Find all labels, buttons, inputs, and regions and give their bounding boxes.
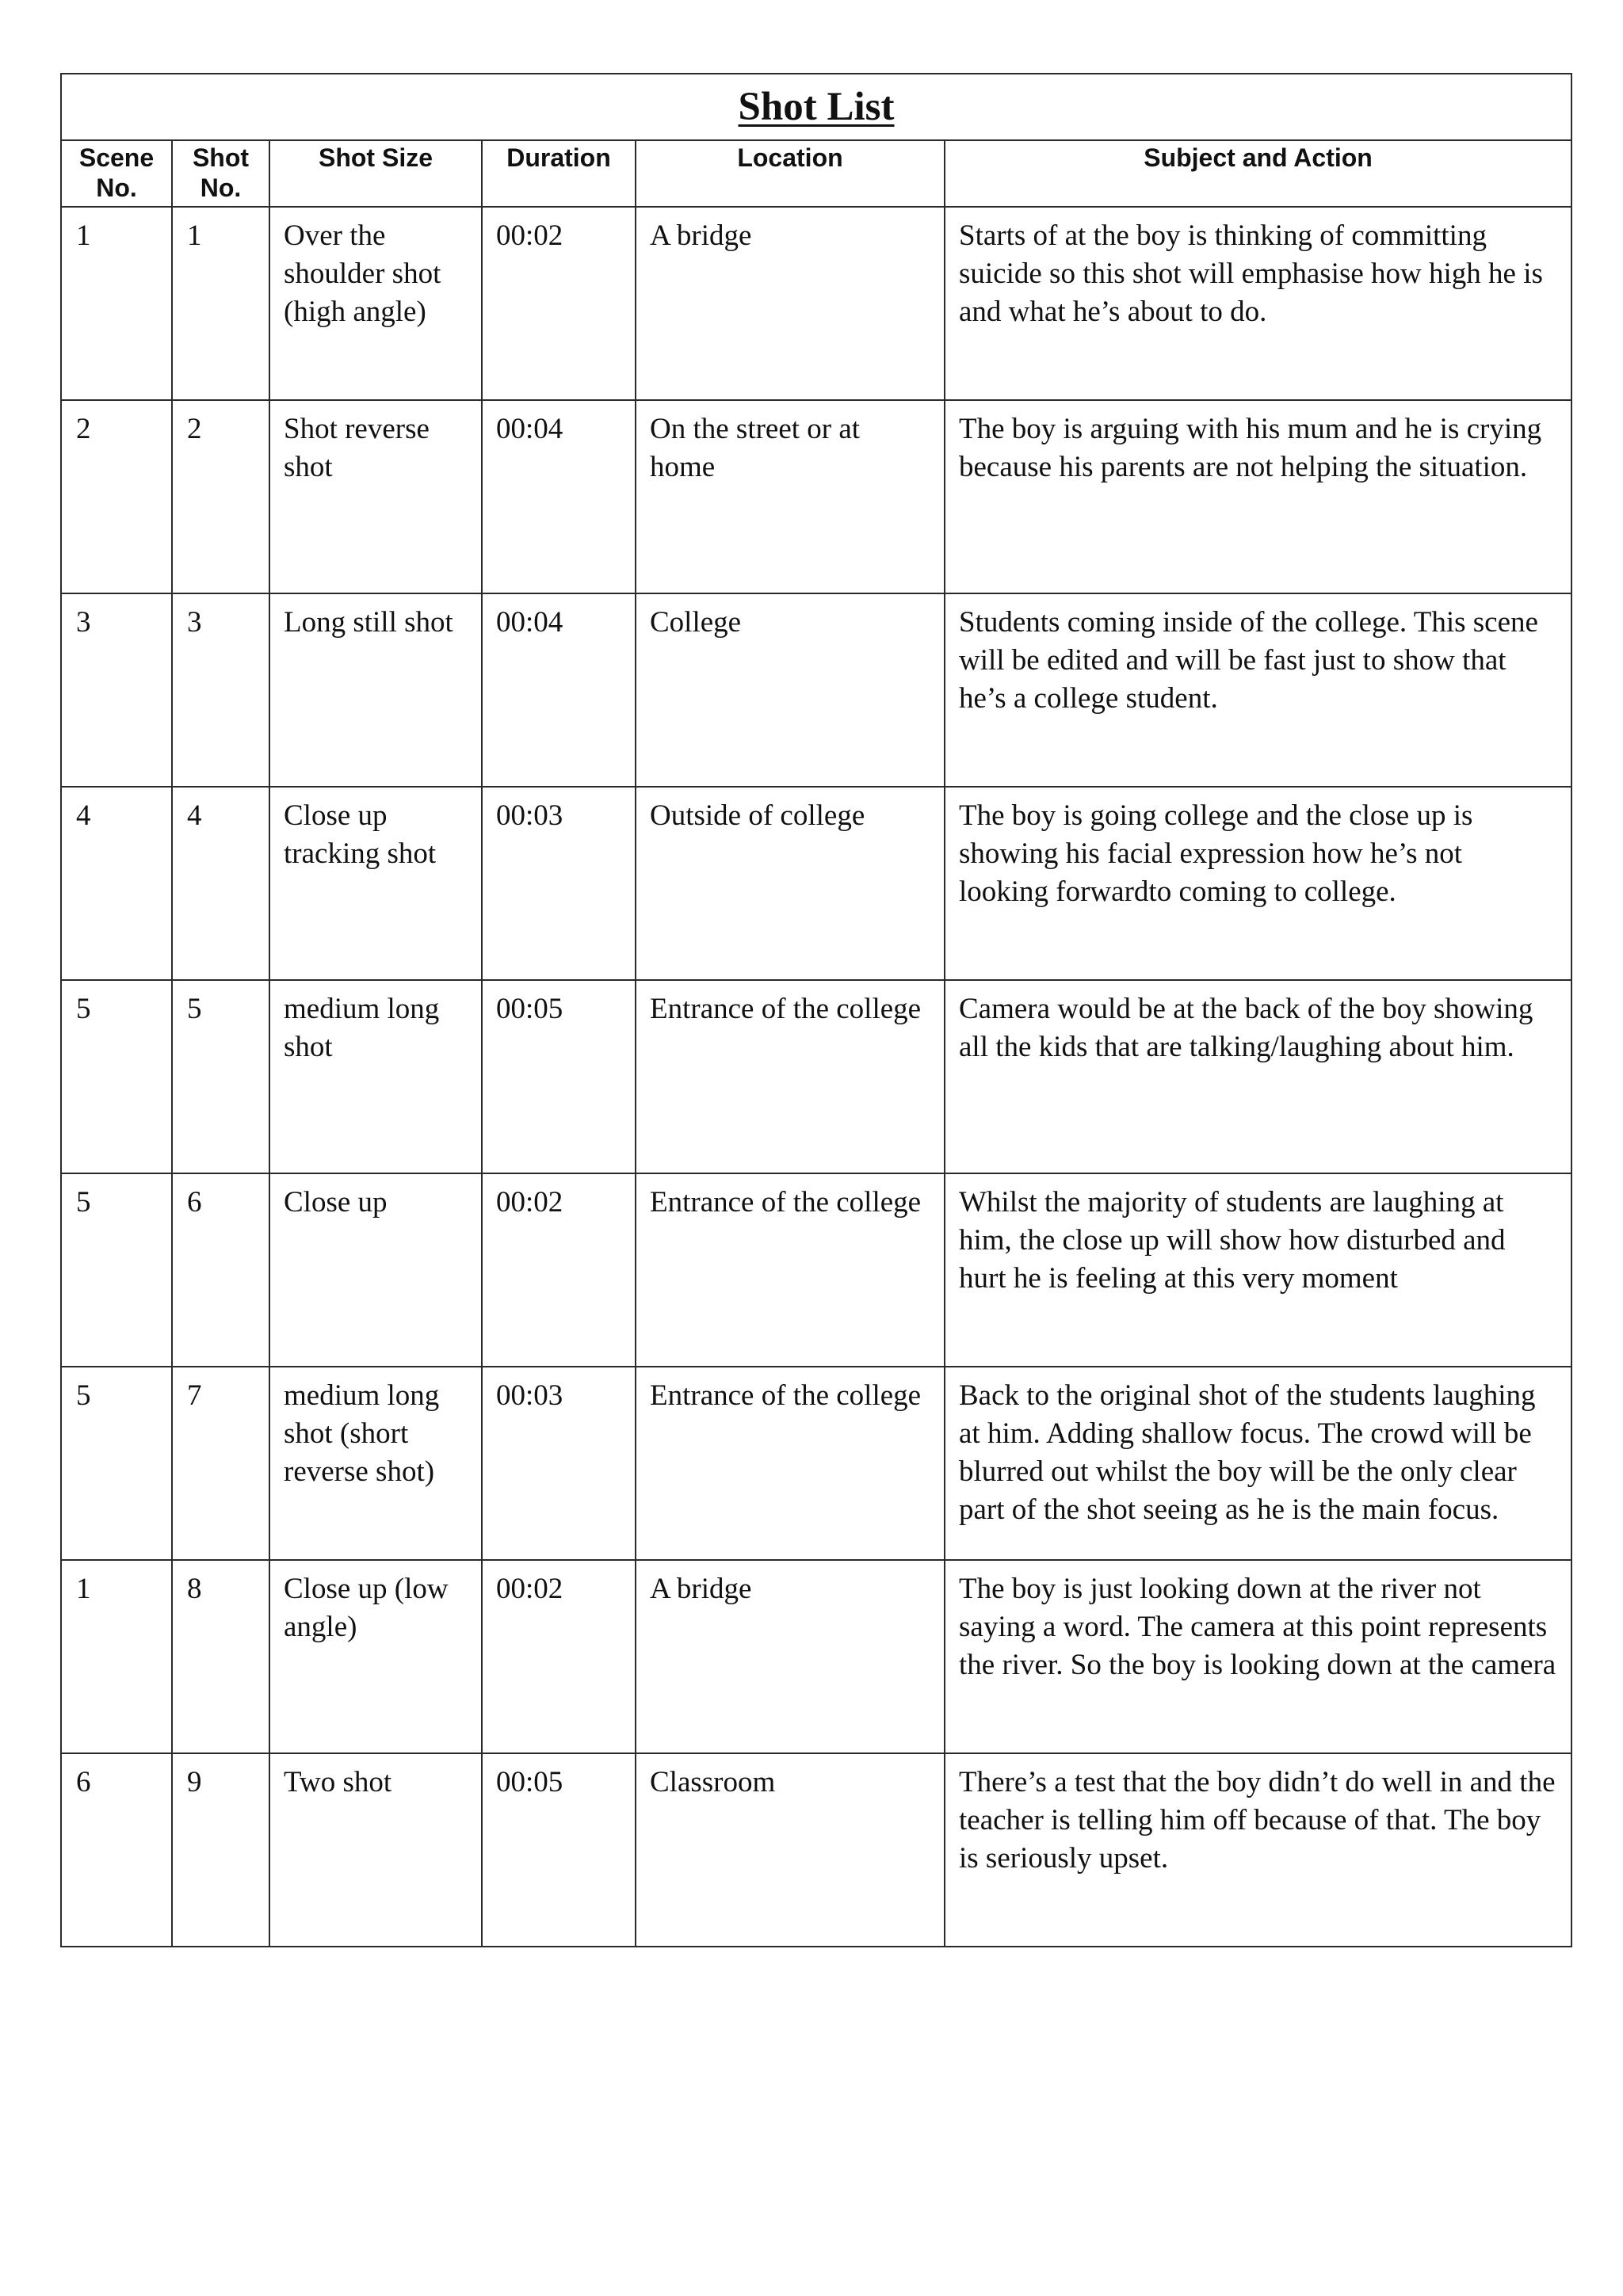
column-header-label: Shot No. bbox=[192, 143, 250, 202]
cell-shot: 1 bbox=[172, 207, 269, 400]
cell-shot: 8 bbox=[172, 1560, 269, 1753]
column-header-label: Subject and Action bbox=[1144, 143, 1373, 172]
cell-duration: 00:03 bbox=[482, 787, 636, 980]
column-header-shot bbox=[172, 140, 269, 207]
table-row bbox=[61, 400, 1571, 593]
cell-location: On the street or at home bbox=[636, 400, 945, 593]
cell-shot: 9 bbox=[172, 1753, 269, 1947]
cell-scene: 4 bbox=[61, 787, 172, 980]
cell-scene: 5 bbox=[61, 980, 172, 1173]
column-header-action bbox=[945, 140, 1571, 207]
cell-scene: 1 bbox=[61, 207, 172, 400]
title-cell bbox=[61, 74, 1571, 140]
cell-action: The boy is arguing with his mum and he is crying because his parents are not helping the situation. bbox=[945, 400, 1571, 593]
table-body bbox=[61, 207, 1571, 1947]
cell-location: A bridge bbox=[636, 1560, 945, 1753]
cell-scene: 5 bbox=[61, 1367, 172, 1560]
column-header-size bbox=[269, 140, 482, 207]
cell-location: Entrance of the college bbox=[636, 1367, 945, 1560]
cell-duration: 00:02 bbox=[482, 1560, 636, 1753]
cell-size: Two shot bbox=[269, 1753, 482, 1947]
table-row bbox=[61, 1173, 1571, 1367]
cell-size: Close up (low angle) bbox=[269, 1560, 482, 1753]
cell-scene: 6 bbox=[61, 1753, 172, 1947]
cell-duration: 00:02 bbox=[482, 1173, 636, 1367]
table-row bbox=[61, 980, 1571, 1173]
cell-scene: 3 bbox=[61, 593, 172, 787]
column-header-label: Shot Size bbox=[318, 143, 433, 172]
column-header-row bbox=[61, 140, 1571, 207]
cell-scene: 1 bbox=[61, 1560, 172, 1753]
cell-size: medium long shot bbox=[269, 980, 482, 1173]
column-header-location bbox=[636, 140, 945, 207]
cell-size: Close up tracking shot bbox=[269, 787, 482, 980]
cell-location: A bridge bbox=[636, 207, 945, 400]
cell-shot: 7 bbox=[172, 1367, 269, 1560]
cell-shot: 5 bbox=[172, 980, 269, 1173]
cell-location: Entrance of the college bbox=[636, 1173, 945, 1367]
table-row bbox=[61, 1753, 1571, 1947]
column-header-scene bbox=[61, 140, 172, 207]
cell-duration: 00:03 bbox=[482, 1367, 636, 1560]
cell-shot: 2 bbox=[172, 400, 269, 593]
cell-action: Back to the original shot of the students laughing at him. Adding shallow focus. The crowd will be blurred out whilst the boy will be the only clear part of the shot seeing as he is the main focus. bbox=[945, 1367, 1571, 1560]
cell-size: medium long shot (short reverse shot) bbox=[269, 1367, 482, 1560]
table-row bbox=[61, 1367, 1571, 1560]
shot-list-table bbox=[60, 73, 1572, 1947]
cell-shot: 3 bbox=[172, 593, 269, 787]
cell-size: Close up bbox=[269, 1173, 482, 1367]
cell-shot: 6 bbox=[172, 1173, 269, 1367]
column-header-duration bbox=[482, 140, 636, 207]
cell-action: Students coming inside of the college. This scene will be edited and will be fast just to show that he’s a college student. bbox=[945, 593, 1571, 787]
cell-duration: 00:05 bbox=[482, 980, 636, 1173]
table-row bbox=[61, 593, 1571, 787]
cell-location: Entrance of the college bbox=[636, 980, 945, 1173]
column-header-label: Scene No. bbox=[78, 143, 155, 202]
cell-duration: 00:04 bbox=[482, 593, 636, 787]
cell-action: There’s a test that the boy didn’t do well in and the teacher is telling him off because of that. The boy is seriously upset. bbox=[945, 1753, 1571, 1947]
cell-action: Whilst the majority of students are laughing at him, the close up will show how disturbed and hurt he is feeling at this very moment bbox=[945, 1173, 1571, 1367]
cell-scene: 2 bbox=[61, 400, 172, 593]
cell-action: The boy is just looking down at the river not saying a word. The camera at this point represents the river. So the boy is looking down at the camera bbox=[945, 1560, 1571, 1753]
cell-scene: 5 bbox=[61, 1173, 172, 1367]
cell-location: Classroom bbox=[636, 1753, 945, 1947]
cell-location: Outside of college bbox=[636, 787, 945, 980]
column-header-label: Duration bbox=[506, 143, 611, 172]
cell-duration: 00:04 bbox=[482, 400, 636, 593]
cell-duration: 00:05 bbox=[482, 1753, 636, 1947]
table-row bbox=[61, 1560, 1571, 1753]
cell-size: Shot reverse shot bbox=[269, 400, 482, 593]
cell-action: Camera would be at the back of the boy showing all the kids that are talking/laughing about him. bbox=[945, 980, 1571, 1173]
cell-location: College bbox=[636, 593, 945, 787]
cell-shot: 4 bbox=[172, 787, 269, 980]
document-title: Shot List bbox=[738, 85, 895, 129]
table-row bbox=[61, 207, 1571, 400]
cell-size: Over the shoulder shot (high angle) bbox=[269, 207, 482, 400]
cell-action: The boy is going college and the close up is showing his facial expression how he’s not looking forwardto coming to college. bbox=[945, 787, 1571, 980]
column-header-label: Location bbox=[737, 143, 843, 172]
cell-size: Long still shot bbox=[269, 593, 482, 787]
cell-action: Starts of at the boy is thinking of committing suicide so this shot will emphasise how high he is and what he’s about to do. bbox=[945, 207, 1571, 400]
table-row bbox=[61, 787, 1571, 980]
cell-duration: 00:02 bbox=[482, 207, 636, 400]
